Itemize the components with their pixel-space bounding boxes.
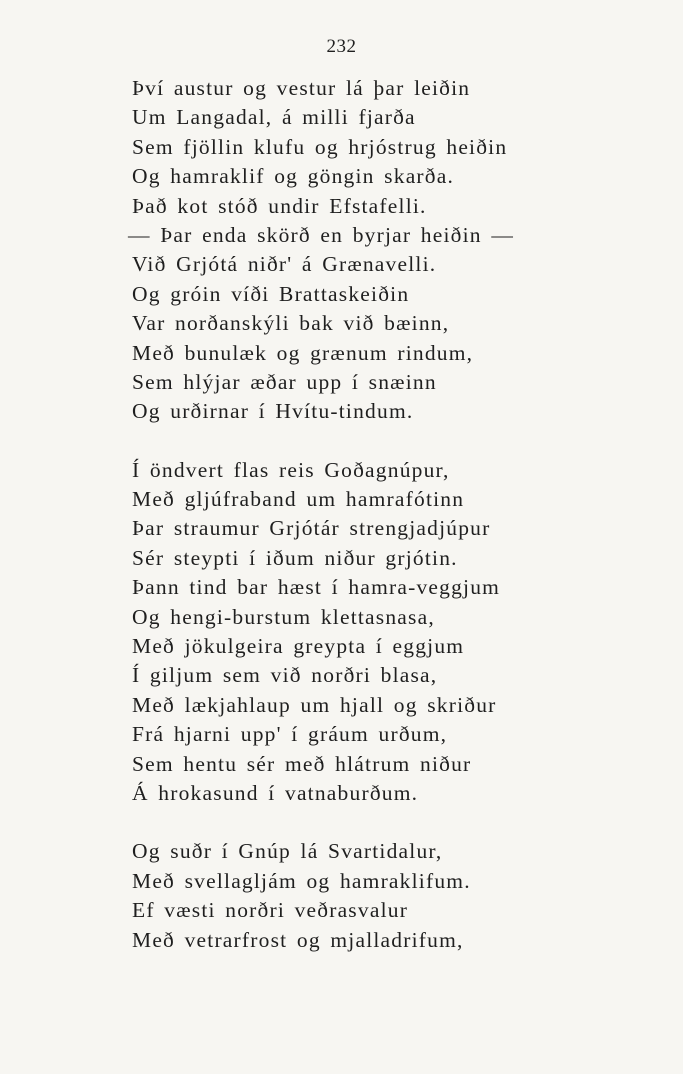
poem-line: Í giljum sem við norðri blasa,	[132, 663, 438, 688]
poem-line: Með vetrarfrost og mjalladrifum,	[132, 927, 464, 952]
poem-line: Sem hentu sér með hlátrum niður	[132, 751, 472, 776]
page-number: 232	[326, 36, 357, 57]
poem-line: Frá hjarni upp' í gráum urðum,	[132, 722, 448, 747]
poem-line: Þann tind bar hæst í hamra-veggjum	[132, 575, 501, 600]
poem-line: — Þar enda skörð en byrjar heiðin —	[128, 222, 515, 247]
stanza-3	[132, 837, 672, 955]
poem-line: Það kot stóð undir Efstafelli.	[132, 193, 427, 218]
poem-line: Og urðirnar í Hvítu-tindum.	[132, 399, 414, 424]
poem-line: Með jökulgeira greypta í eggjum	[132, 634, 465, 659]
poem-line: Því austur og vestur lá þar leiðin	[132, 76, 471, 100]
poem-line: Ef væsti norðri veðrasvalur	[132, 898, 409, 923]
poem-line: Um Langadal, á milli fjarða	[132, 105, 416, 130]
poem-line: Og hamraklif og göngin skarða.	[132, 164, 455, 189]
stanza-1	[128, 74, 672, 427]
poem-line: Var norðanskýli bak við bæinn,	[132, 311, 450, 336]
poem-line: Og hengi-burstum klettasnasa,	[132, 604, 435, 629]
poem-line: Með bunulæk og grænum rindum,	[132, 340, 474, 365]
poem	[128, 74, 672, 955]
poem-line: Þar straumur Grjótár strengjadjúpur	[132, 516, 491, 541]
poem-line: Sem fjöllin klufu og hrjóstrug heiðin	[132, 134, 508, 159]
poem-line: Sér steypti í iðum niður grjótin.	[132, 545, 458, 570]
poem-line: Með lækjahlaup um hjall og skriður	[132, 692, 497, 717]
poem-line: Í öndvert flas reis Goðagnúpur,	[132, 457, 450, 482]
poem-line: Við Grjótá niðr' á Grænavelli.	[132, 252, 437, 277]
poem-line: Og suðr í Gnúp lá Svartidalur,	[132, 839, 443, 864]
poem-line: Með svellagljám og hamraklifum.	[132, 868, 471, 893]
poem-line: Og gróin víði Brattaskeiðin	[132, 281, 410, 306]
stanza-2	[132, 456, 672, 809]
poem-line: Sem hlýjar æðar upp í snæinn	[132, 369, 437, 394]
poem-line: Á hrokasund í vatnaburðum.	[132, 780, 419, 805]
poem-line: Með gljúfraband um hamrafótinn	[132, 487, 465, 512]
